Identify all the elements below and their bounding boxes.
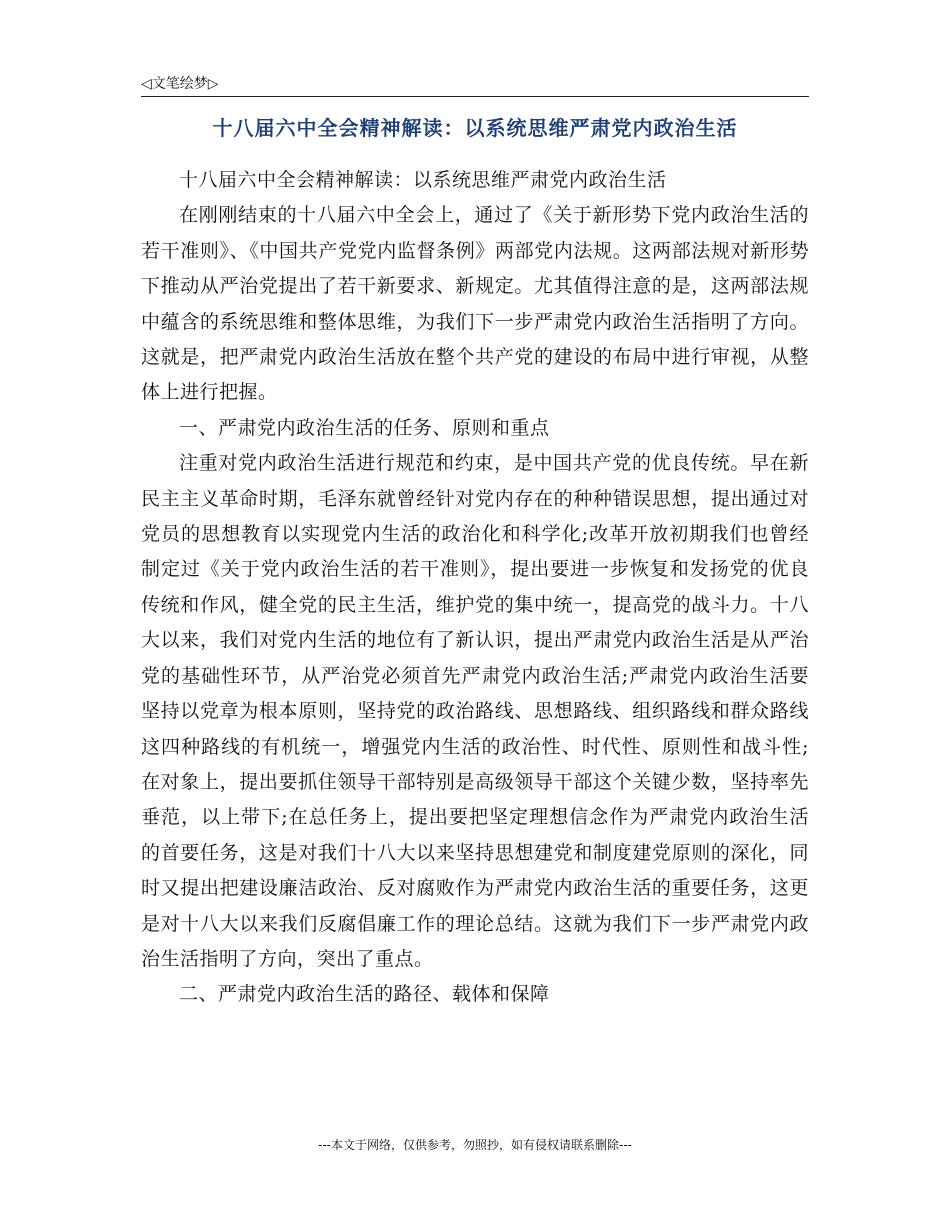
section-heading: 二、严肃党内政治生活的路径、载体和保障	[179, 983, 550, 1006]
section-heading: 一、严肃党内政治生活的任务、原则和重点	[179, 416, 550, 439]
body-paragraph: 十八届六中全会精神解读：以系统思维严肃党内政治生活	[179, 169, 667, 191]
page-footer-notice: ---本文于网络，仅供参考，勿照抄，如有侵权请联系删除---	[318, 1138, 632, 1152]
document-body	[141, 163, 809, 1013]
body-paragraph: 注重对党内政治生活进行规范和约束，是中国共产党的优良传统。早在新民主主义革命时期，毛泽东就曾经针对党内存在的种种错误思想，提出通过对党员的思想教育以实现党内生活的政治化和科学化;改革开放初期我们也曾经制定过《关于党内政治生活的若干准则》，提出要进一步恢复和发扬党的优良传统和作风，健全党的民主生活，维护党的集中统一，提高党的战斗力。十八大以来，我们对党内生活的地位有了新认识，提出严肃党内政治生活是从严治党的基础性环节，从严治党必须首先严肃党内政治生活;严肃党内政治生活要坚持以党章为根本原则，坚持党的政治路线、思想路线、组织路线和群众路线这四种路线的有机统一，增强党内生活的政治性、时代性、原则性和战斗性;在对象上，提出要抓住领导干部特别是高级领导干部这个关键少数，坚持率先垂范，以上带下;在总任务上，提出要把坚定理想信念作为严肃党内政治生活的首要任务，这是对我们十八大以来坚持思想建党和制度建党原则的深化，同时又提出把建设廉洁政治、反对腐败作为严肃党内政治生活的重要任务，这更是对十八大以来我们反腐倡廉工作的理论总结。这就为我们下一步严肃党内政治生活指明了方向，突出了重点。	[141, 452, 809, 970]
document-title: 十八届六中全会精神解读：以系统思维严肃党内政治生活	[212, 116, 738, 140]
page-header	[141, 70, 809, 97]
body-paragraph: 在刚刚结束的十八届六中全会上，通过了《关于新形势下党内政治生活的若干准则》、《中国共产党党内监督条例》两部党内法规。这两部法规对新形势下推动从严治党提出了若干新要求、新规定。尤其值得注意的是，这两部法规中蕴含的系统思维和整体思维，为我们下一步严肃党内政治生活指明了方向。这就是，把严肃党内政治生活放在整个共产党的建设的布局中进行审视，从整体上进行把握。	[141, 204, 809, 404]
header-brand: ◁文笔绘梦▷	[141, 76, 219, 92]
